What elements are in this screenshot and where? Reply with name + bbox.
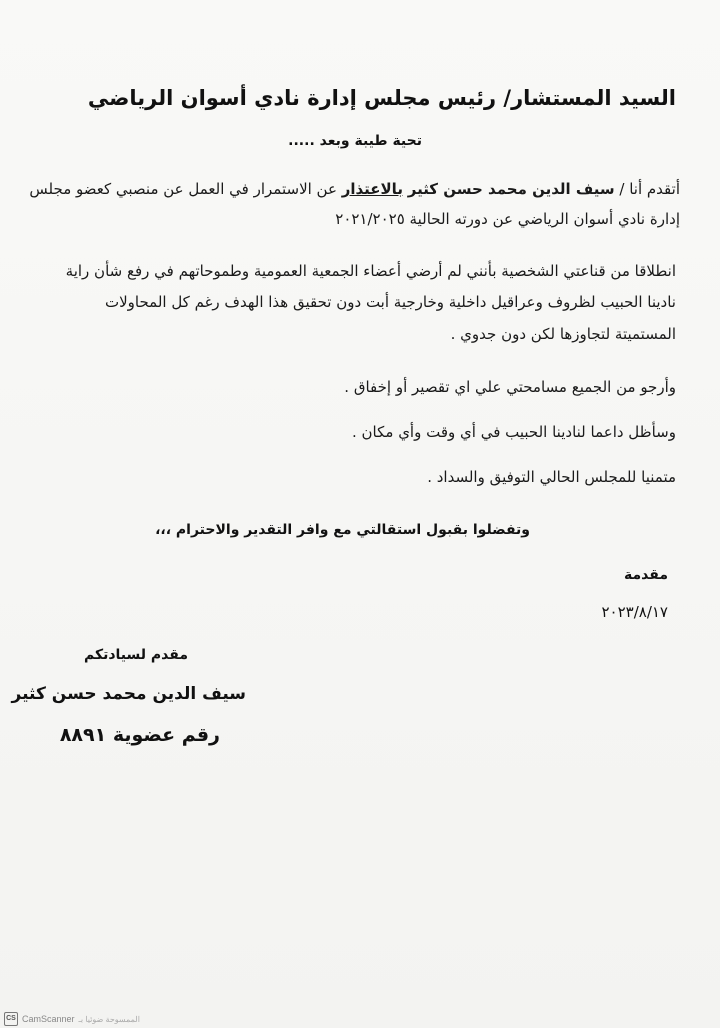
paragraph2-line2: نادينا الحبيب لظروف وعراقيل داخلية وخارجية أبت دون تحقيق هذا الهدف رغم كل المحاولات <box>104 293 676 311</box>
apology-word: بالاعتذار <box>341 180 403 198</box>
signature-label: مقدم لسيادتكم <box>83 647 188 663</box>
p1-rest: عن الاستمرار في العمل عن منصبي كعضو مجلس <box>29 180 342 198</box>
camscanner-logo-icon: CS <box>4 1012 18 1026</box>
scanned-with-text: الممسوحة ضوئيا بـ <box>78 1014 140 1024</box>
p1-intro: أتقدم أنا / <box>614 180 680 198</box>
camscanner-app-name: CamScanner <box>22 1014 75 1024</box>
greeting: تحية طيبة وبعد ..... <box>288 133 422 149</box>
paragraph2-line3: المستميتة لتجاوزها لكن دون جدوي . <box>450 325 676 343</box>
paragraph2-line1: انطلاقا من قناعتي الشخصية بأنني لم أرضي أعضاء الجمعية العمومية وطموحاتهم في رفع شأن راية <box>65 262 676 280</box>
submitted-label: مقدمة <box>624 567 668 583</box>
paragraph3: وأرجو من الجميع مسامحتي علي اي تقصير أو إخفاق . <box>344 378 676 396</box>
paragraph5: متمنيا للمجلس الحالي التوفيق والسداد . <box>427 468 676 486</box>
camscanner-watermark <box>0 1010 204 1028</box>
addressee: السيد المستشار/ رئيس مجلس إدارة نادي أسوان الرياضي <box>87 86 676 110</box>
membership-number: رقم عضوية ٨٨٩١ <box>59 724 220 746</box>
applicant-name: سيف الدين محمد حسن كثير <box>407 180 615 198</box>
closing-line: وتفضلوا بقبول استقالتي مع وافر التقدير والاحترام ،،، <box>155 522 530 538</box>
signature-name: سيف الدين محمد حسن كثير <box>11 684 246 704</box>
paragraph1-line2: إدارة نادي أسوان الرياضي عن دورته الحالية ٢٠٢١/٢٠٢٥ <box>335 210 680 228</box>
paragraph4: وسأظل داعما لنادينا الحبيب في أي وقت وأي مكان . <box>351 423 676 441</box>
letter-date: ٢٠٢٣/٨/١٧ <box>601 603 668 621</box>
paragraph1-line1 <box>29 180 680 198</box>
